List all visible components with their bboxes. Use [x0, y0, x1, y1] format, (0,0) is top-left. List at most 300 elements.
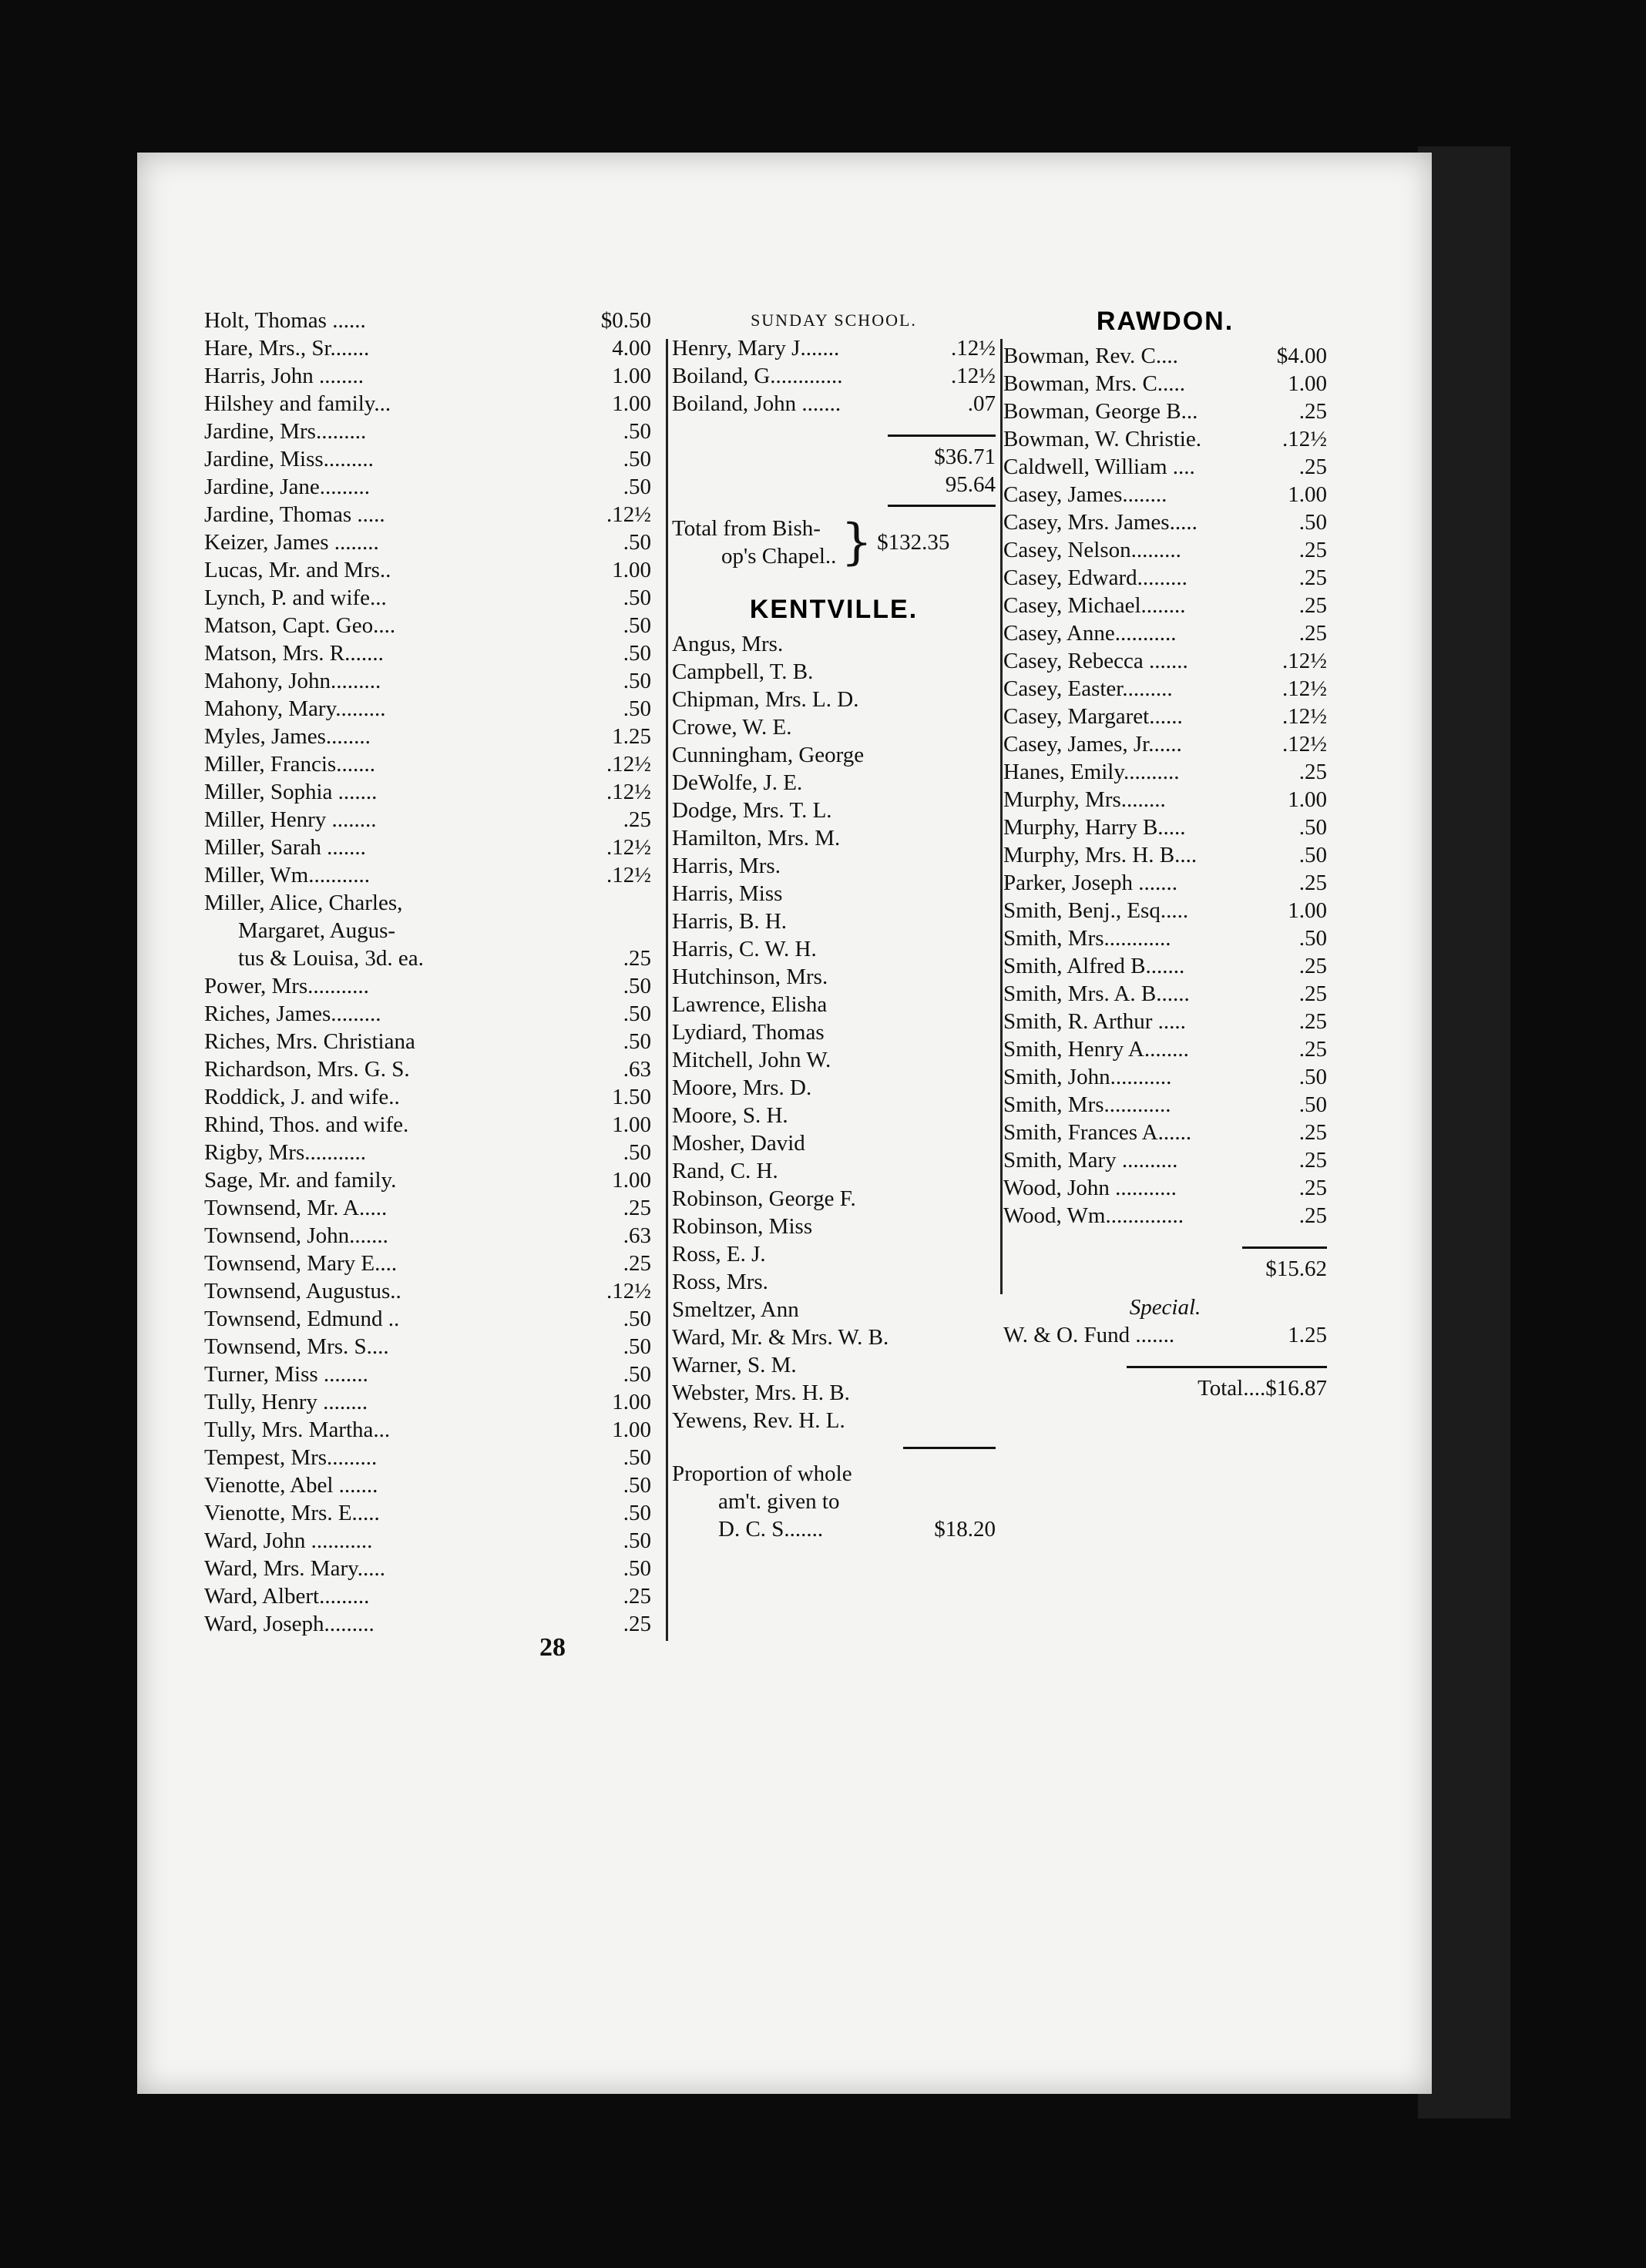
entry-name: Mahony, John......... — [204, 669, 381, 693]
kentville-entry: Moore, Mrs. D. — [672, 1075, 812, 1100]
entry-name: Townsend, John....... — [204, 1223, 388, 1248]
rawdon-row — [1003, 481, 1327, 508]
rawdon-row — [1003, 536, 1327, 564]
entry-amount: .12½ — [606, 835, 651, 860]
rawdon-amount: .25 — [1298, 621, 1327, 646]
kentville-entry: Dodge, Mrs. T. L. — [672, 798, 832, 823]
entry-name: Miller, Sarah ....... — [204, 835, 366, 860]
entry-name: Miller, Wm........... — [204, 863, 370, 887]
rawdon-name: Casey, Anne........... — [1003, 621, 1177, 646]
entry-amount: .50 — [623, 1334, 651, 1359]
entry-amount: .12½ — [606, 1279, 651, 1303]
kentville-entry: Robinson, George F. — [672, 1186, 856, 1211]
entry-row — [204, 1111, 651, 1139]
rawdon-total-row — [1003, 1374, 1327, 1402]
entry-row — [204, 917, 651, 944]
rawdon-name: Casey, Margaret...... — [1003, 704, 1183, 729]
entry-amount: .25 — [623, 1584, 651, 1609]
rawdon-total-label: Total.... — [1198, 1376, 1266, 1401]
rawdon-row — [1003, 980, 1327, 1008]
entry-row — [204, 334, 651, 362]
entry-name: Hare, Mrs., Sr....... — [204, 336, 370, 361]
entry-row — [204, 307, 651, 334]
rawdon-amount: .25 — [1298, 981, 1327, 1006]
rawdon-row — [1003, 952, 1327, 980]
entry-name: Tempest, Mrs......... — [204, 1445, 378, 1470]
entry-amount: .50 — [623, 419, 651, 444]
entry-row — [204, 806, 651, 834]
column-1 — [204, 307, 651, 1638]
proportion-rule — [903, 1447, 996, 1449]
entry-row — [204, 667, 651, 695]
entry-name: Tully, Henry ........ — [204, 1390, 368, 1414]
rawdon-row — [1003, 758, 1327, 786]
entry-row — [204, 834, 651, 861]
entry-amount: .12½ — [606, 863, 651, 887]
rawdon-name: Smith, R. Arthur ..... — [1003, 1009, 1186, 1034]
entry-amount: .12½ — [606, 502, 651, 527]
kentville-entry: Ross, Mrs. — [672, 1270, 768, 1294]
total-bishops-chapel — [672, 515, 996, 570]
entry-amount: 1.00 — [612, 1418, 651, 1442]
rawdon-amount: 1.00 — [1288, 787, 1327, 812]
entry-amount: .25 — [623, 1251, 651, 1276]
entry-amount: .63 — [623, 1223, 651, 1248]
proportion-line-3 — [672, 1515, 996, 1543]
entry-amount: .50 — [623, 1307, 651, 1331]
entry-row — [204, 1471, 651, 1499]
kentville-entry: Hamilton, Mrs. M. — [672, 826, 841, 850]
entry-name: Miller, Sophia ....... — [204, 780, 378, 804]
proportion-line-1: Proportion of whole — [672, 1461, 852, 1486]
entry-row — [204, 584, 651, 612]
kentville-entry: Ross, E. J. — [672, 1242, 766, 1267]
kentville-entry: Lydiard, Thomas — [672, 1020, 825, 1045]
subtotal-rule-2 — [888, 505, 996, 507]
sunday-school-name: Boiland, John ....... — [672, 391, 841, 416]
rawdon-amount: .12½ — [1282, 732, 1327, 757]
rawdon-row — [1003, 370, 1327, 398]
kentville-entry: Harris, C. W. H. — [672, 937, 817, 961]
entry-name: Jardine, Miss......... — [204, 447, 374, 471]
rawdon-amount: .50 — [1298, 815, 1327, 840]
subtotal-2: 95.64 — [945, 472, 996, 497]
rawdon-amount: .25 — [1298, 1148, 1327, 1173]
entry-name: Rhind, Thos. and wife. — [204, 1112, 409, 1137]
rawdon-name: Smith, Benj., Esq..... — [1003, 898, 1189, 923]
rawdon-row — [1003, 869, 1327, 897]
entry-row — [204, 1610, 651, 1638]
entry-name: Vienotte, Abel ....... — [204, 1473, 378, 1498]
column-divider-1 — [666, 339, 668, 1641]
entry-row — [204, 1555, 651, 1582]
kentville-entry: Crowe, W. E. — [672, 715, 792, 740]
special-name: W. & O. Fund ....... — [1003, 1323, 1175, 1347]
total-rule — [1127, 1366, 1327, 1368]
total-label-line-2: op's Chapel.. — [721, 544, 837, 569]
entry-name: Richardson, Mrs. G. S. — [204, 1057, 410, 1082]
entry-amount: .25 — [623, 946, 651, 971]
entry-name: Miller, Alice, Charles, — [204, 891, 403, 915]
rawdon-total-amount: $16.87 — [1265, 1376, 1327, 1401]
rawdon-name: Smith, Henry A........ — [1003, 1037, 1189, 1062]
entry-name: Margaret, Augus- — [238, 918, 396, 943]
entry-name: Roddick, J. and wife.. — [204, 1085, 400, 1109]
rawdon-row — [1003, 425, 1327, 453]
rawdon-name: Casey, Michael........ — [1003, 593, 1186, 618]
rawdon-name: Smith, Mrs............ — [1003, 926, 1171, 951]
rawdon-row — [1003, 841, 1327, 869]
total-label — [672, 515, 836, 570]
kentville-entry: Ward, Mr. & Mrs. W. B. — [672, 1325, 889, 1350]
special-heading: Special. — [1129, 1295, 1201, 1320]
entry-name: Hilshey and family... — [204, 391, 391, 416]
rawdon-subtotal: $15.62 — [1265, 1256, 1327, 1281]
rawdon-row — [1003, 1174, 1327, 1202]
entry-row — [204, 1194, 651, 1222]
entry-name: Townsend, Mary E.... — [204, 1251, 398, 1276]
kentville-entry: DeWolfe, J. E. — [672, 770, 803, 795]
entry-row — [204, 1166, 651, 1194]
rawdon-row — [1003, 1035, 1327, 1063]
entry-amount: 1.00 — [612, 1112, 651, 1137]
rawdon-row — [1003, 619, 1327, 647]
entry-name: Ward, John ........... — [204, 1528, 373, 1553]
entry-name: Townsend, Augustus.. — [204, 1279, 401, 1303]
entry-amount: 1.00 — [612, 558, 651, 582]
rawdon-name: Smith, Mrs. A. B...... — [1003, 981, 1190, 1006]
kentville-entry: Hutchinson, Mrs. — [672, 965, 828, 989]
rawdon-amount: 1.00 — [1288, 371, 1327, 396]
sunday-school-heading: SUNDAY SCHOOL. — [751, 310, 917, 330]
rawdon-amount: .25 — [1298, 1176, 1327, 1200]
rawdon-amount: 1.00 — [1288, 482, 1327, 507]
entry-amount: .50 — [623, 1140, 651, 1165]
entry-row — [204, 1083, 651, 1111]
rawdon-amount: .50 — [1298, 1065, 1327, 1089]
proportion-line-2: am't. given to — [718, 1489, 840, 1514]
entry-name: Rigby, Mrs........... — [204, 1140, 366, 1165]
entry-row — [204, 1444, 651, 1471]
rawdon-amount: .25 — [1298, 399, 1327, 424]
entry-name: Riches, James......... — [204, 1001, 381, 1026]
rawdon-row — [1003, 342, 1327, 370]
kentville-entry: Harris, Mrs. — [672, 854, 781, 878]
column-divider-2 — [1000, 339, 1003, 1294]
kentville-entry: Angus, Mrs. — [672, 632, 784, 656]
rawdon-name: Murphy, Harry B..... — [1003, 815, 1186, 840]
entry-amount: .50 — [623, 1501, 651, 1525]
rawdon-name: Bowman, W. Christie. — [1003, 427, 1201, 451]
kentville-entry: Rand, C. H. — [672, 1159, 778, 1183]
special-amount: 1.25 — [1288, 1323, 1327, 1347]
rawdon-amount: .12½ — [1282, 649, 1327, 673]
entry-name: Sage, Mr. and family. — [204, 1168, 397, 1193]
rawdon-row — [1003, 814, 1327, 841]
entry-row — [204, 750, 651, 778]
entry-row — [204, 889, 651, 917]
entry-name: Vienotte, Mrs. E..... — [204, 1501, 380, 1525]
rawdon-amount: $4.00 — [1276, 344, 1327, 368]
kentville-entry: Warner, S. M. — [672, 1353, 797, 1377]
rawdon-name: Bowman, George B... — [1003, 399, 1198, 424]
entry-name: Power, Mrs........... — [204, 974, 369, 998]
entry-name: Miller, Francis....... — [204, 752, 375, 777]
rawdon-row — [1003, 453, 1327, 481]
rawdon-amount: .25 — [1298, 1037, 1327, 1062]
rawdon-amount: .50 — [1298, 843, 1327, 867]
entry-amount: .63 — [623, 1057, 651, 1082]
sunday-school-row — [672, 334, 996, 362]
rawdon-row — [1003, 703, 1327, 730]
rawdon-amount: .50 — [1298, 926, 1327, 951]
entry-row — [204, 1277, 651, 1305]
rawdon-amount: .12½ — [1282, 676, 1327, 701]
rawdon-name: Casey, James, Jr...... — [1003, 732, 1182, 757]
entry-row — [204, 1333, 651, 1360]
entry-name: Jardine, Jane......... — [204, 475, 371, 499]
rawdon-name: Casey, James........ — [1003, 482, 1167, 507]
rawdon-row — [1003, 592, 1327, 619]
entry-name: Holt, Thomas ...... — [204, 308, 366, 333]
entry-row — [204, 1222, 651, 1250]
entry-amount: .50 — [623, 1556, 651, 1581]
sunday-school-list — [672, 334, 996, 418]
kentville-heading: KENTVILLE. — [749, 595, 919, 624]
rawdon-amount: .25 — [1298, 1120, 1327, 1145]
rawdon-heading: RAWDON. — [1096, 307, 1234, 336]
rawdon-name: Wood, John ........... — [1003, 1176, 1177, 1200]
rawdon-row — [1003, 1146, 1327, 1174]
entry-name: Townsend, Mr. A..... — [204, 1196, 388, 1220]
kentville-entry: Harris, Miss — [672, 881, 783, 906]
entry-name: Townsend, Edmund .. — [204, 1307, 400, 1331]
rawdon-amount: .25 — [1298, 871, 1327, 895]
entry-row — [204, 418, 651, 445]
entry-row — [204, 1250, 651, 1277]
rawdon-name: Bowman, Rev. C.... — [1003, 344, 1178, 368]
brace-icon: } — [841, 514, 873, 571]
sunday-school-amount: .12½ — [951, 336, 996, 361]
rawdon-row — [1003, 647, 1327, 675]
entry-amount: .50 — [623, 696, 651, 721]
proportion-label: D. C. S....... — [718, 1517, 824, 1542]
rawdon-row — [1003, 1008, 1327, 1035]
rawdon-name: Smith, Mrs............ — [1003, 1092, 1171, 1117]
entry-row — [204, 362, 651, 390]
entry-amount: .12½ — [606, 780, 651, 804]
column-3 — [1003, 300, 1327, 1402]
total-amount: $132.35 — [877, 529, 950, 555]
rawdon-name: Bowman, Mrs. C..... — [1003, 371, 1186, 396]
sunday-school-amount: .12½ — [951, 364, 996, 388]
proportion-amount: $18.20 — [934, 1517, 996, 1542]
entry-name: Riches, Mrs. Christiana — [204, 1029, 415, 1054]
rawdon-amount: .12½ — [1282, 704, 1327, 729]
entry-name: Jardine, Mrs......... — [204, 419, 367, 444]
rawdon-amount: .50 — [1298, 510, 1327, 535]
entry-amount: .12½ — [606, 752, 651, 777]
entry-amount: 1.00 — [612, 364, 651, 388]
rawdon-name: Casey, Nelson......... — [1003, 538, 1181, 562]
entry-amount: .50 — [623, 585, 651, 610]
entry-row — [204, 501, 651, 528]
kentville-entry: Mosher, David — [672, 1131, 805, 1156]
entry-name: Lucas, Mr. and Mrs.. — [204, 558, 391, 582]
rawdon-name: Murphy, Mrs. H. B.... — [1003, 843, 1198, 867]
rawdon-amount: .50 — [1298, 1092, 1327, 1117]
entry-amount: .50 — [623, 613, 651, 638]
book-spine — [1418, 146, 1510, 2119]
entry-name: Turner, Miss ........ — [204, 1362, 368, 1387]
rawdon-row — [1003, 564, 1327, 592]
entry-amount: .50 — [623, 1001, 651, 1026]
entry-row — [204, 1055, 651, 1083]
entry-row — [204, 556, 651, 584]
rawdon-rule — [1242, 1246, 1327, 1249]
rawdon-name: Parker, Joseph ....... — [1003, 871, 1177, 895]
kentville-entry: Harris, B. H. — [672, 909, 788, 934]
entry-row — [204, 1499, 651, 1527]
rawdon-row — [1003, 1202, 1327, 1230]
entry-row — [204, 972, 651, 1000]
column-2 — [672, 307, 996, 1543]
entry-row — [204, 1582, 651, 1610]
rawdon-row — [1003, 398, 1327, 425]
entry-name: Keizer, James ........ — [204, 530, 379, 555]
rawdon-list — [1003, 342, 1327, 1230]
rawdon-row — [1003, 924, 1327, 952]
rawdon-amount: .25 — [1298, 954, 1327, 978]
rawdon-amount: .25 — [1298, 760, 1327, 784]
special-row — [1003, 1321, 1327, 1349]
entry-amount: 1.00 — [612, 1168, 651, 1193]
kentville-entry: Moore, S. H. — [672, 1103, 788, 1128]
entry-amount: 4.00 — [612, 336, 651, 361]
rawdon-row — [1003, 1063, 1327, 1091]
rawdon-name: Smith, Frances A...... — [1003, 1120, 1192, 1145]
rawdon-row — [1003, 1091, 1327, 1119]
page-number: 28 — [539, 1633, 566, 1662]
entry-amount: .50 — [623, 641, 651, 666]
rawdon-amount: .25 — [1298, 1009, 1327, 1034]
rawdon-name: Smith, Alfred B....... — [1003, 954, 1185, 978]
entry-row — [204, 1000, 651, 1028]
kentville-entry: Mitchell, John W. — [672, 1048, 831, 1072]
entry-name: Matson, Capt. Geo.... — [204, 613, 396, 638]
entry-amount: .25 — [623, 1196, 651, 1220]
sunday-school-name: Boiland, G............. — [672, 364, 843, 388]
kentville-entry: Campbell, T. B. — [672, 659, 814, 684]
entry-row — [204, 1305, 651, 1333]
rawdon-amount: .25 — [1298, 538, 1327, 562]
rawdon-name: Smith, John........... — [1003, 1065, 1172, 1089]
entry-amount: .50 — [623, 475, 651, 499]
entry-row — [204, 445, 651, 473]
kentville-entry: Robinson, Miss — [672, 1214, 813, 1239]
entry-amount: .50 — [623, 974, 651, 998]
rawdon-name: Smith, Mary .......... — [1003, 1148, 1178, 1173]
entry-row — [204, 861, 651, 889]
rawdon-row — [1003, 1119, 1327, 1146]
entry-amount: 1.00 — [612, 1390, 651, 1414]
rawdon-name: Casey, Edward......... — [1003, 565, 1187, 590]
kentville-entry: Webster, Mrs. H. B. — [672, 1381, 850, 1405]
entry-row — [204, 695, 651, 723]
rawdon-row — [1003, 786, 1327, 814]
rawdon-name: Casey, Rebecca ....... — [1003, 649, 1188, 673]
rawdon-name: Wood, Wm.............. — [1003, 1203, 1184, 1228]
entry-amount: 1.25 — [612, 724, 651, 749]
entry-name: Tully, Mrs. Martha... — [204, 1418, 391, 1442]
entry-name: Jardine, Thomas ..... — [204, 502, 385, 527]
kentville-entry: Lawrence, Elisha — [672, 992, 828, 1017]
entry-amount: .50 — [623, 1445, 651, 1470]
entry-amount: .50 — [623, 669, 651, 693]
entry-row — [204, 639, 651, 667]
kentville-entry: Yewens, Rev. H. L. — [672, 1408, 845, 1433]
sunday-school-row — [672, 390, 996, 418]
rawdon-amount: .25 — [1298, 565, 1327, 590]
entry-amount: .50 — [623, 1473, 651, 1498]
entry-row — [204, 1416, 651, 1444]
rawdon-amount: .12½ — [1282, 427, 1327, 451]
entry-row — [204, 778, 651, 806]
entry-row — [204, 1527, 651, 1555]
kentville-entry: Chipman, Mrs. L. D. — [672, 687, 859, 712]
entry-amount: .50 — [623, 1029, 651, 1054]
col1-list — [204, 307, 651, 1638]
entry-name: Miller, Henry ........ — [204, 807, 377, 832]
entry-amount: 1.50 — [612, 1085, 651, 1109]
rawdon-name: Murphy, Mrs........ — [1003, 787, 1166, 812]
rawdon-row — [1003, 675, 1327, 703]
rawdon-row — [1003, 730, 1327, 758]
rawdon-name: Casey, Easter......... — [1003, 676, 1173, 701]
entry-amount: .25 — [623, 1612, 651, 1636]
entry-name: Ward, Mrs. Mary..... — [204, 1556, 385, 1581]
rawdon-name: Casey, Mrs. James..... — [1003, 510, 1198, 535]
rawdon-amount: .25 — [1298, 1203, 1327, 1228]
subtotal-1: $36.71 — [934, 445, 996, 469]
entry-amount: .50 — [623, 1528, 651, 1553]
entry-row — [204, 390, 651, 418]
entry-name: tus & Louisa, 3d. ea. — [238, 946, 424, 971]
entry-amount: .50 — [623, 447, 651, 471]
kentville-entry: Cunningham, George — [672, 743, 865, 767]
entry-amount: .25 — [623, 807, 651, 832]
sunday-school-name: Henry, Mary J....... — [672, 336, 840, 361]
rawdon-amount: .25 — [1298, 593, 1327, 618]
kentville-list — [672, 630, 996, 1434]
entry-row — [204, 612, 651, 639]
rawdon-name: Caldwell, William .... — [1003, 455, 1195, 479]
kentville-entry: Smeltzer, Ann — [672, 1297, 799, 1322]
entry-amount: 1.00 — [612, 391, 651, 416]
entry-name: Lynch, P. and wife... — [204, 585, 387, 610]
subtotal-rule — [888, 434, 996, 437]
rawdon-row — [1003, 508, 1327, 536]
entry-row — [204, 1360, 651, 1388]
entry-name: Ward, Albert......... — [204, 1584, 370, 1609]
entry-row — [204, 473, 651, 501]
entry-amount: .50 — [623, 530, 651, 555]
entry-row — [204, 1028, 651, 1055]
entry-row — [204, 1388, 651, 1416]
entry-name: Mahony, Mary......... — [204, 696, 386, 721]
sunday-school-row — [672, 362, 996, 390]
entry-name: Harris, John ........ — [204, 364, 364, 388]
